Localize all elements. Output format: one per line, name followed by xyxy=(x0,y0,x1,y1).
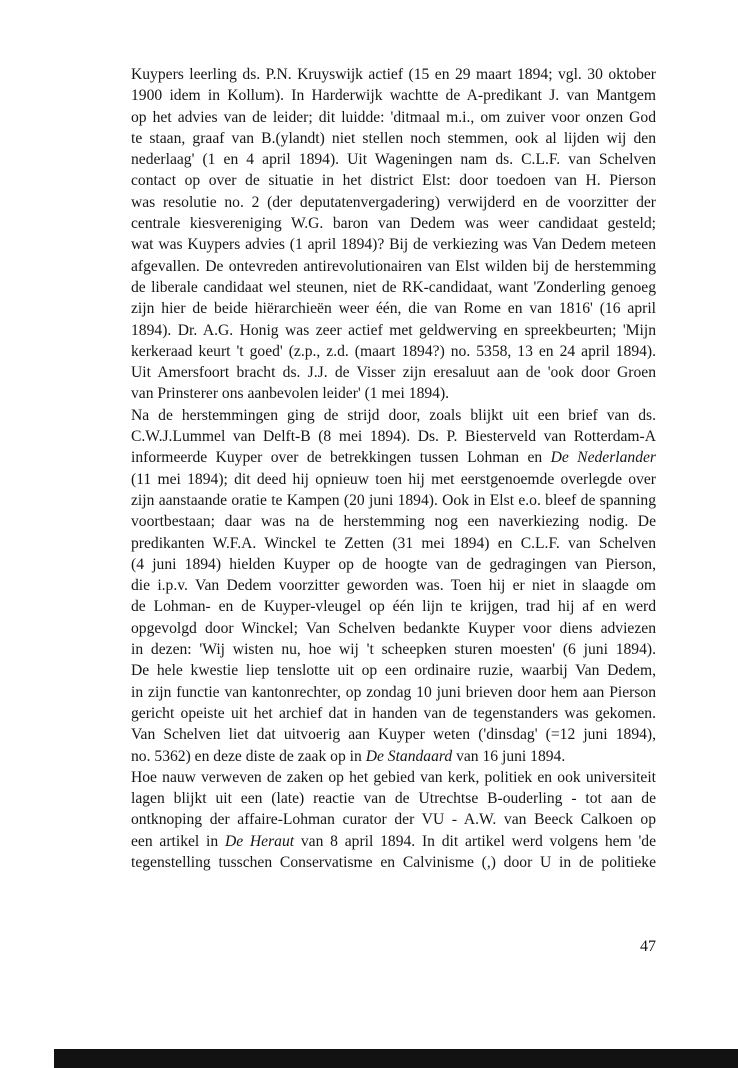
text-line: opgevolgd door Winckel; Van Schelven bedankte Kuyper voor diens adviezen xyxy=(131,619,656,637)
text-line: Hoe nauw verweven de zaken op het gebied van kerk, politiek en ook universiteit xyxy=(131,768,656,786)
text-line: contact op over de situatie in het district Elst: door toedoen van H. Pierson xyxy=(131,172,656,190)
text-line: voortbestaan; daar was na de herstemming nog een naverkiezing nodig. De xyxy=(131,513,656,531)
text-line: 1900 idem in Kollum). In Harderwijk wachtte de A-predikant J. van Mantgem xyxy=(131,87,656,105)
text-line: lagen blijkt uit een (late) reactie van de Utrechtse B-ouderling - tot aan de xyxy=(131,790,656,808)
scan-edge-shadow xyxy=(54,1049,738,1068)
text-line: te staan, graaf van B.(ylandt) niet stellen noch stemmen, ook al lijden wij den xyxy=(131,129,656,147)
text-line: Na de herstemmingen ging de strijd door, zoals blijkt uit een brief van ds. xyxy=(131,406,656,424)
text-line: Van Schelven liet dat uitvoerig aan Kuyper weten ('dinsdag' (=12 juni 1894), xyxy=(131,726,656,744)
text-line: centrale kiesvereniging W.G. baron van Dedem was weer candidaat gesteld; xyxy=(131,215,656,233)
text-line: die i.p.v. Van Dedem voorzitter geworden was. Toen hij er niet in slaagde om xyxy=(131,577,656,595)
text-line: (4 juni 1894) hielden Kuyper op de hoogte van de gedragingen van Pierson, xyxy=(131,555,656,573)
page-number: 47 xyxy=(640,938,656,955)
text-line: zijn aanstaande oratie te Kampen (20 juni 1894). Ook in Elst e.o. bleef de spanning xyxy=(131,491,656,509)
text-line: was resolutie no. 2 (der deputatenvergadering) verwijderd en de voorzitter der xyxy=(131,193,656,211)
body-text xyxy=(131,64,656,873)
text-line: tegenstelling tusschen Conservatisme en Calvinisme (,) door U in de politieke xyxy=(131,853,656,871)
text-line: afgevallen. De ontevreden antirevolutionairen van Elst wilden bij de herstemming xyxy=(131,257,656,275)
text-line: informeerde Kuyper over de betrekkingen tussen Lohman en De Nederlander xyxy=(131,449,656,467)
text-line: Uit Amersfoort bracht ds. J.J. de Visser zijn eresaluut aan de 'ook door Groen xyxy=(131,364,656,382)
text-line: in dezen: 'Wij wisten nu, hoe wij 't scheepken sturen moesten' (6 juni 1894). xyxy=(131,641,656,659)
text-line: (11 mei 1894); dit deed hij opnieuw toen hij met eerstgenoemde overlegde over xyxy=(131,470,656,488)
text-line: C.W.J.Lummel van Delft-B (8 mei 1894). Ds. P. Biesterveld van Rotterdam-A xyxy=(131,428,656,446)
text-line: van Prinsterer ons aanbevolen leider' (1 mei 1894). xyxy=(131,385,450,403)
text-line: De hele kwestie liep tenslotte uit op een ordinaire ruzie, waarbij Van Dedem, xyxy=(131,662,656,680)
text-line: ontknoping der affaire-Lohman curator der VU - A.W. van Beeck Calkoen op xyxy=(131,811,656,829)
text-line: Kuypers leerling ds. P.N. Kruyswijk actief (15 en 29 maart 1894; vgl. 30 oktober xyxy=(131,66,656,83)
text-line: kerkeraad keurt 't goed' (z.p., z.d. (maart 1894?) no. 5358, 13 en 24 april 1894). xyxy=(131,342,656,360)
text-line: no. 5362) en deze diste de zaak op in De Standaard van 16 juni 1894. xyxy=(131,747,566,765)
text-line: gericht opeiste uit het archief dat in handen van de tegenstanders was gekomen. xyxy=(131,704,656,722)
text-line: 1894). Dr. A.G. Honig was zeer actief met geldwerving en spreekbeurten; 'Mijn xyxy=(131,321,656,339)
text-line: op het advies van de leider; dit luidde: 'ditmaal m.i., om zuiver voor onzen God xyxy=(131,108,656,126)
text-line: zijn hier de beide hiërarchieën weer één, die van Rome en van 1816' (16 april xyxy=(131,300,656,318)
text-line: wat was Kuypers advies (1 april 1894)? Bij de verkiezing was Van Dedem meteen xyxy=(131,236,656,254)
text-line: predikanten W.F.A. Winckel te Zetten (31 mei 1894) en C.L.F. van Schelven xyxy=(131,534,656,552)
text-line: in zijn functie van kantonrechter, op zondag 10 juni brieven door hem aan Pierson xyxy=(131,683,656,701)
text-line: de liberale candidaat wel steunen, niet de RK-candidaat, want 'Zonderling genoeg xyxy=(131,278,656,296)
text-line: een artikel in De Heraut van 8 april 1894. In dit artikel werd volgens hem 'de xyxy=(131,832,656,850)
text-line: de Lohman- en de Kuyper-vleugel op één lijn te krijgen, trad hij af en werd xyxy=(131,598,656,616)
text-line: nederlaag' (1 en 4 april 1894). Uit Wageningen nam ds. C.L.F. van Schelven xyxy=(131,151,656,169)
